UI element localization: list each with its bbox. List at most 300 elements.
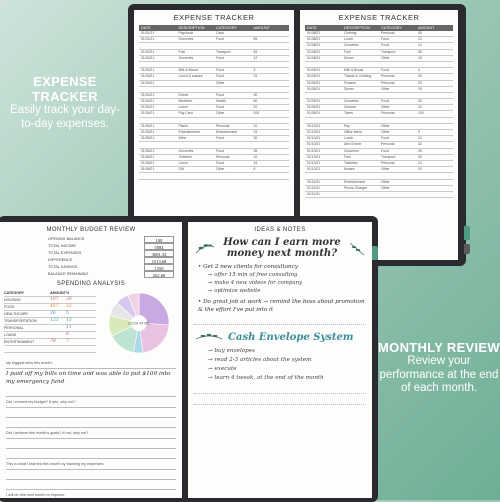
category-name: PERSONAL	[4, 326, 24, 330]
idea-bullet: • Get 2 new clients for consultancy	[198, 264, 298, 270]
table-cell: 01/02/21	[141, 49, 155, 54]
table-cell: Food	[216, 55, 224, 60]
table-cell	[416, 118, 453, 123]
table-cell: Groceries	[344, 43, 359, 48]
table-cell: Dinner	[344, 86, 354, 91]
table-cell: 45	[418, 31, 422, 35]
category-amount	[50, 346, 66, 352]
table-cell	[416, 186, 453, 191]
category-name: HOUSING	[4, 298, 21, 302]
category-amount	[50, 332, 66, 338]
category-header-cell: %	[66, 291, 70, 295]
table-cell: 01/09/21	[307, 86, 321, 91]
table-cell: 01/08/21	[307, 55, 321, 60]
table-cell: Cash	[216, 31, 224, 35]
table-cell: 01/06/21	[141, 160, 155, 165]
category-name: FOOD	[4, 305, 15, 309]
table-cell: 01/10/21	[307, 136, 321, 141]
table-cell: Clothing	[344, 31, 357, 35]
table-cell: 45	[253, 49, 258, 54]
table-cell: Paycheck	[178, 31, 194, 35]
table-cell	[214, 173, 252, 178]
table-cell: Other	[381, 105, 390, 110]
table-cell	[342, 118, 379, 123]
table-cell	[177, 81, 215, 86]
table-cell	[139, 87, 177, 92]
table-cell: Entertainment	[216, 130, 238, 134]
table-cell: 20	[253, 105, 258, 110]
expense-tracker-title-right: EXPENSE TRACKER	[338, 13, 420, 22]
table-cell: Alex Dinner	[344, 142, 362, 147]
table-cell	[177, 43, 215, 48]
table-cell: Food	[216, 136, 224, 141]
table-cell: 01/08/21	[307, 37, 321, 42]
table-cell: Personal	[381, 80, 395, 85]
idea-sub-bullet: → optimize website	[208, 288, 261, 294]
table-cell: Food	[216, 74, 224, 79]
ideas-notes-title: IDEAS & NOTES	[254, 227, 306, 233]
idea-sub-bullet: → make 4 new videos for company	[208, 280, 303, 286]
table-cell: Food	[216, 160, 224, 165]
table-cell: 15	[418, 55, 422, 60]
balance-value: 3681.32	[144, 250, 174, 257]
table-cell	[379, 93, 416, 98]
table-cell: 01/06/21	[141, 154, 155, 159]
table-row	[305, 192, 453, 198]
category-amount: 187	[50, 297, 59, 302]
table-cell: 12	[418, 37, 422, 42]
category-row	[4, 297, 96, 304]
category-percent: 26	[66, 297, 72, 302]
balance-label: TOTAL EXPENSES	[48, 251, 82, 255]
table-cell: Entertainment	[344, 179, 366, 184]
table-cell: Food	[216, 148, 224, 153]
table-cell: Toiletries	[344, 160, 358, 165]
table-cell	[305, 93, 342, 98]
table-cell: 01/11/21	[307, 191, 320, 196]
table-cell: Taxes	[344, 111, 353, 116]
table-cell: Other	[381, 130, 390, 134]
table-cell: 01/04/21	[141, 111, 155, 116]
table-cell: Pay Card	[178, 111, 193, 116]
table-cell: 32	[418, 142, 422, 147]
table-cell	[252, 87, 290, 92]
writing-line	[6, 408, 176, 418]
table-cell: 10	[418, 167, 422, 172]
table-cell: 01/10/21	[307, 148, 321, 153]
category-amount	[50, 325, 66, 331]
writing-line	[6, 449, 176, 459]
balance-value: 262.68	[144, 271, 174, 278]
category-row	[4, 325, 96, 332]
table-cell: 01/09/21	[307, 105, 321, 110]
table-cell	[177, 118, 215, 123]
table-cell: 01/10/21	[307, 160, 321, 165]
table-cell: 15	[253, 74, 258, 79]
table-cell	[252, 43, 290, 48]
table-cell: Food	[216, 68, 224, 73]
category-amount: 457	[50, 304, 59, 309]
monthly-review-callout	[378, 340, 500, 396]
balance-row	[48, 243, 174, 250]
table-cell: Other	[216, 80, 225, 85]
balance-value: 1350	[144, 264, 174, 271]
table-cell	[342, 62, 379, 67]
table-cell: Food	[381, 136, 389, 141]
table-cell: Wine	[178, 136, 187, 141]
ideas-heading: How can I earn more money next month?	[223, 237, 341, 259]
table-cell	[416, 192, 453, 197]
writing-line	[6, 387, 176, 397]
category-amount: 36	[50, 311, 56, 316]
leaf-doodle-icon	[194, 239, 216, 257]
table-cell: 25	[418, 148, 422, 153]
table-cell: Lunch	[178, 105, 188, 110]
table-cell: Food	[216, 92, 224, 97]
table-cell: 01/08/21	[307, 49, 321, 54]
question-improve: I will do this next month to improve:	[6, 490, 176, 498]
table-cell: Movies	[344, 167, 355, 172]
table-cell	[252, 142, 290, 147]
table-cell	[177, 142, 215, 147]
question-goals: Did I achieve this month's goals? If not, why not?	[6, 428, 176, 439]
table-cell	[342, 192, 379, 197]
table-cell: 10	[253, 154, 258, 159]
table-cell: Other	[381, 55, 390, 60]
table-cell: 40	[418, 154, 422, 159]
category-row	[4, 318, 96, 325]
table-cell: Groceries	[344, 99, 359, 104]
cash-envelope-heading: Cash Envelope System	[228, 331, 354, 343]
table-cell	[252, 62, 290, 67]
category-percent: 7	[66, 339, 69, 344]
category-table	[4, 290, 96, 356]
table-cell	[214, 43, 252, 48]
table-cell: 35	[253, 148, 258, 153]
balance-row	[48, 257, 174, 264]
table-cell	[177, 173, 215, 178]
callout-heading-left: EXPENSE TRACKER	[32, 74, 98, 104]
column-header: DATE	[307, 26, 317, 30]
balance-row	[48, 264, 174, 271]
envelope-bullet: → read 2-3 articles about the system	[208, 357, 312, 363]
category-name: ENTERTAINMENT	[4, 340, 35, 344]
table-cell: Fuel	[344, 49, 351, 54]
category-name: HEALTHCARE	[4, 312, 28, 316]
table-cell: Dinner	[344, 55, 354, 60]
table-cell: Toiletries	[178, 154, 192, 159]
table-cell: 10	[253, 123, 258, 128]
category-percent: 8	[66, 332, 69, 337]
table-cell: Other	[381, 167, 390, 172]
table-cell: Personal	[381, 111, 395, 116]
pie-center-label: LOOK AT ME	[128, 321, 150, 326]
table-cell	[214, 62, 252, 67]
writing-line	[6, 439, 176, 449]
balance-row	[48, 236, 174, 243]
table-cell: Office Items	[344, 130, 363, 134]
table-cell: 40	[418, 74, 422, 79]
table-cell: Food	[381, 43, 389, 48]
table-cell	[305, 118, 342, 123]
table-cell: 20	[418, 80, 422, 85]
table-cell: 4	[418, 68, 420, 73]
column-header: AMOUNT	[253, 26, 270, 30]
table-cell: 01/08/21	[307, 31, 321, 35]
spending-analysis-title: SPENDING ANALYSIS	[56, 281, 126, 287]
category-amount: 123	[50, 318, 59, 323]
table-cell: 38	[418, 49, 422, 54]
table-cell: 01/05/21	[141, 123, 155, 128]
table-cell: 25	[418, 99, 422, 104]
table-cell	[214, 142, 252, 147]
table-cell: 01/04/21	[141, 99, 155, 104]
table-cell: Dinner	[178, 92, 189, 97]
table-cell	[139, 142, 177, 147]
category-percent: 15	[66, 318, 72, 323]
column-header: CATEGORY	[381, 26, 402, 30]
table-cell: 01/03/21	[141, 68, 155, 73]
category-row	[4, 346, 96, 353]
table-cell: 12	[253, 55, 258, 60]
question-budget: Did I exceed my budget? If yes, why not?	[6, 397, 176, 408]
table-cell: Food	[216, 105, 224, 110]
table-cell: Transport	[381, 154, 396, 159]
table-cell: Personal	[216, 123, 230, 128]
table-cell: 30	[253, 136, 258, 141]
table-cell: 100	[418, 111, 424, 116]
table-cell: Personal	[381, 142, 395, 147]
balance-label: OPENING BALANCE	[48, 237, 85, 241]
balance-label: TOTAL SAVINGS	[48, 265, 78, 269]
table-cell: 01/08/21	[307, 43, 321, 48]
table-cell: Groceries	[178, 37, 194, 42]
table-cell	[416, 93, 453, 98]
table-cell	[214, 87, 252, 92]
table-cell: 01/02/21	[141, 55, 155, 60]
table-cell: Entertainment	[178, 130, 200, 134]
balance-value: 5084	[144, 243, 174, 250]
table-cell	[139, 173, 177, 178]
balance-value: 1513.68	[144, 257, 174, 264]
table-cell: Groceries	[178, 148, 194, 153]
table-cell: Food	[216, 37, 224, 42]
table-cell	[416, 173, 453, 178]
table-cell: 14	[418, 160, 422, 165]
balance-label: BALANCE REMAINING	[48, 272, 89, 276]
table-cell	[342, 93, 379, 98]
table-cell: Plants	[178, 123, 188, 128]
table-cell: 01/03/21	[141, 74, 155, 79]
table-cell	[252, 31, 290, 36]
table-cell: Milk & Bread	[178, 68, 198, 73]
table-cell	[139, 118, 177, 123]
table-cell: 15	[253, 130, 258, 134]
table-cell	[214, 118, 252, 123]
table-cell: Flowers	[344, 80, 356, 85]
table-cell: Other	[381, 86, 390, 91]
category-row	[4, 311, 96, 318]
table-cell: 01/03/21	[141, 80, 155, 85]
table-cell: 8	[253, 167, 256, 172]
table-cell: Personal	[216, 154, 230, 159]
category-header-cell: AMOUNT	[50, 291, 66, 295]
callout-text-right: Review your performance at the end of each month.	[379, 355, 499, 394]
table-cell: Other	[381, 185, 390, 190]
table-cell	[416, 180, 453, 185]
branch-doodle-icon	[194, 331, 224, 343]
table-cell: 14	[418, 43, 422, 48]
bookmark-tab-2	[464, 244, 470, 254]
table-cell: Milk & Bread	[344, 68, 364, 73]
table-cell: Other	[216, 167, 225, 172]
category-percent: 22	[66, 304, 72, 309]
table-cell: 01/04/21	[141, 92, 155, 97]
envelope-bullet: → learn 4 tweak, at the end of the month	[208, 375, 324, 381]
table-cell: 20	[418, 105, 422, 110]
table-cell: Pay	[344, 123, 350, 128]
balance-table	[48, 236, 174, 278]
expense-tracker-callout	[4, 74, 126, 131]
table-cell: Groceries	[344, 148, 359, 153]
table-cell: Fuel	[178, 49, 186, 54]
table-cell: 01/09/21	[307, 68, 321, 73]
writing-line	[194, 314, 366, 325]
writing-line	[6, 418, 176, 428]
table-cell	[305, 173, 342, 178]
budget-notebook	[0, 216, 378, 502]
table-cell: Other	[216, 111, 225, 116]
table-cell: Fuel	[344, 154, 351, 159]
table-cell: 01/10/21	[307, 142, 321, 147]
balance-row	[48, 250, 174, 257]
table-cell: Transport	[381, 49, 396, 54]
table-cell	[379, 62, 416, 67]
balance-row	[48, 271, 174, 278]
table-cell	[416, 62, 453, 67]
envelope-bullet: → buy envelopes	[208, 348, 255, 354]
category-name	[4, 346, 50, 352]
table-cell: 5	[253, 68, 256, 73]
table-cell: 01/09/21	[307, 80, 321, 85]
callout-heading-right: MONTHLY REVIEW	[378, 340, 500, 355]
bookmark-tab-bottom	[372, 246, 378, 260]
table-cell: 12	[418, 136, 422, 141]
writing-line	[194, 383, 366, 394]
table-cell	[416, 124, 453, 129]
table-cell: 15	[418, 86, 422, 91]
table-cell: 56	[253, 37, 258, 42]
table-cell	[252, 173, 290, 178]
envelope-list	[198, 347, 366, 383]
table-cell: 01/06/21	[141, 167, 155, 172]
table-cell	[379, 173, 416, 178]
table-cell	[305, 62, 342, 67]
table-cell: 01/10/21	[307, 123, 321, 128]
table-cell: Transport	[216, 49, 231, 54]
table-cell: Cinema	[344, 105, 356, 110]
table-cell: Personal	[381, 74, 395, 79]
expense-table-right	[300, 31, 458, 198]
table-cell: Gift	[178, 167, 184, 172]
table-cell: Lunch	[344, 37, 354, 42]
table-cell: Lunch	[178, 160, 188, 165]
table-cell: Food	[381, 68, 389, 73]
table-cell: 9	[418, 130, 420, 134]
table-cell: 100	[253, 111, 260, 116]
table-cell: 16	[253, 160, 258, 165]
table-cell	[177, 87, 215, 92]
spending-pie-chart	[100, 290, 178, 356]
writing-line	[6, 470, 176, 480]
column-header: DATE	[141, 26, 151, 30]
table-cell: 30	[253, 92, 258, 97]
table-cell	[177, 62, 215, 67]
table-row	[139, 173, 289, 179]
table-cell: 01/05/21	[141, 130, 155, 134]
category-percent	[66, 346, 82, 352]
table-cell: 01/09/21	[307, 74, 321, 79]
table-cell: Lunch	[344, 136, 354, 141]
table-cell: 01/09/21	[307, 99, 321, 104]
table-cell	[139, 62, 177, 67]
table-cell: Medicine	[178, 99, 193, 104]
table-cell	[342, 173, 379, 178]
writing-line	[6, 480, 176, 490]
table-cell: 01/01/21	[141, 31, 155, 35]
expense-table-left	[134, 31, 294, 180]
budget-review-title: MONTHLY BUDGET REVIEW	[46, 227, 136, 233]
envelope-bullet: → execute	[208, 366, 237, 372]
column-header: DESCRIPTION	[344, 26, 370, 30]
idea-sub-bullet: → offer 15 min of free consulting	[208, 272, 298, 278]
table-cell: Health	[216, 99, 226, 104]
budget-review-page	[0, 222, 182, 498]
writing-line	[194, 394, 366, 405]
idea-bullet: • Do great job at work → remind the boss about promotion & the effort I've put into it	[198, 299, 365, 313]
table-cell: Food	[381, 37, 389, 42]
table-cell: 60	[253, 99, 258, 104]
table-cell	[252, 118, 290, 123]
table-cell	[379, 192, 416, 197]
category-row	[4, 304, 96, 311]
table-cell	[252, 81, 290, 86]
leaf-doodle-icon-right	[348, 239, 366, 257]
category-row	[4, 339, 96, 346]
category-name: TRANSPORTATION	[4, 319, 37, 323]
table-cell: 01/05/21	[141, 136, 155, 141]
bookmark-tab	[464, 226, 470, 240]
balance-label: TOTAL INCOME	[48, 244, 76, 248]
table-cell: Food	[381, 99, 389, 104]
category-percent: 5	[66, 311, 69, 316]
table-cell: 01/10/21	[307, 167, 321, 172]
callout-text-left: Easily track your day-to-day expenses.	[10, 104, 120, 130]
column-header: CATEGORY	[216, 26, 237, 30]
category-row	[4, 332, 96, 339]
table-cell: 01/06/21	[141, 148, 155, 153]
table-cell: Other	[381, 179, 390, 184]
table-cell: Personal	[381, 31, 395, 35]
ideas-notes-page	[188, 222, 372, 498]
category-header-cell: CATEGORY	[4, 291, 24, 295]
ideas-list	[198, 263, 366, 314]
table-cell: 01/11/21	[307, 179, 320, 184]
table-cell: Personal	[381, 160, 395, 165]
table-cell: 01/04/21	[141, 105, 155, 110]
table-cell: 01/10/21	[307, 154, 321, 159]
expense-tracker-title: EXPENSE TRACKER	[173, 13, 255, 22]
